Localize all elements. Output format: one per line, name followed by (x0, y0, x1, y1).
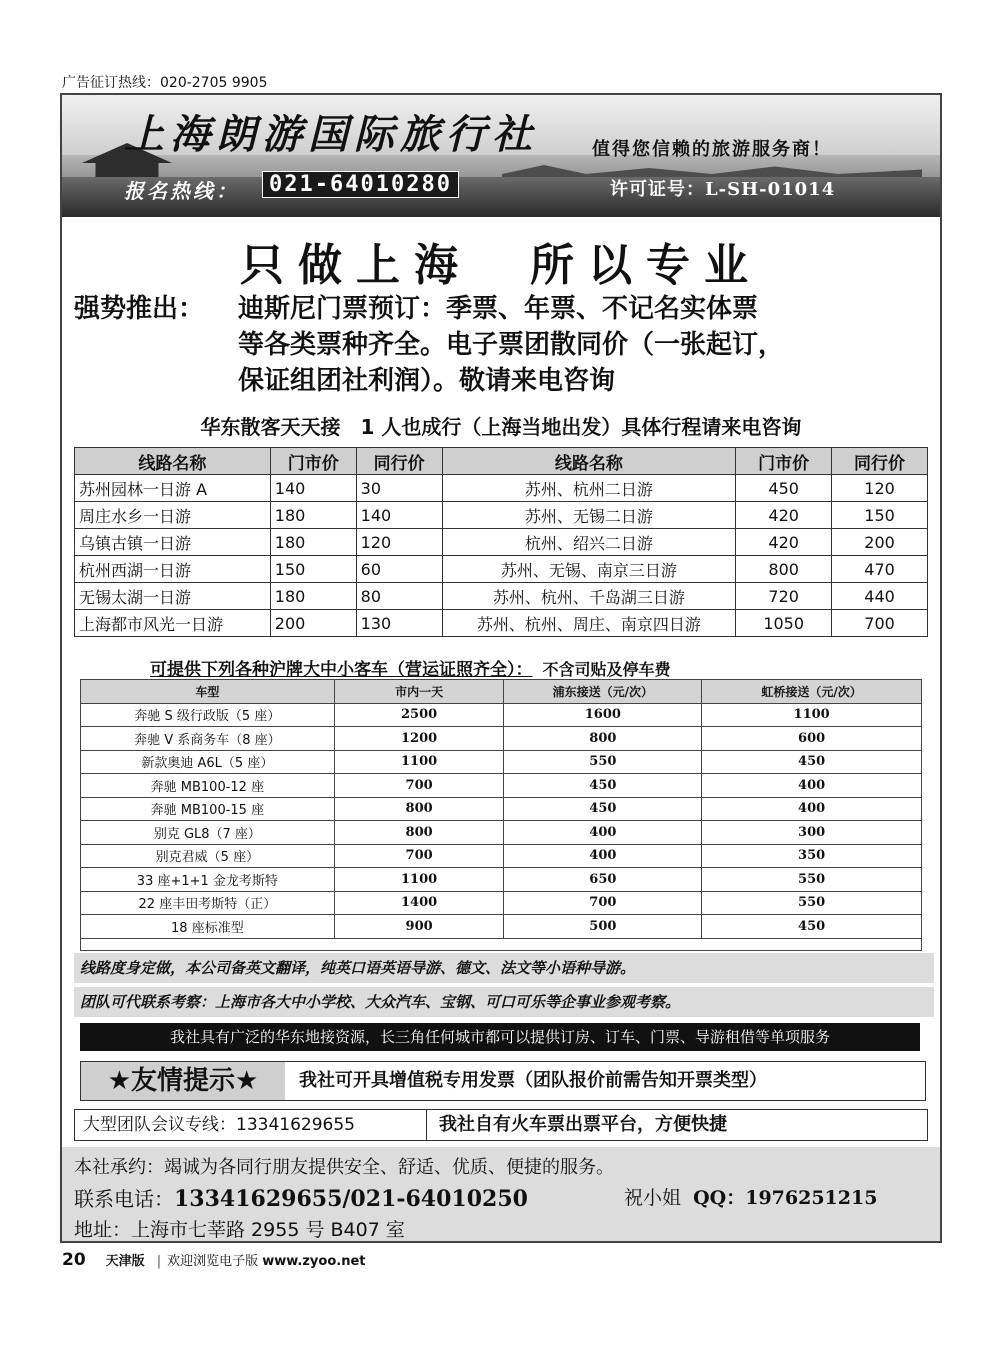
city-day-price: 700 (334, 844, 504, 868)
cars-title (150, 655, 671, 680)
table-row (81, 750, 922, 774)
route-name: 杭州、绍兴二日游 (442, 529, 736, 556)
resources-banner: 我社具有广泛的华东地接资源，长三角任何城市都可以提供订房、订车、门票、导游租借等单项服务 (80, 1023, 920, 1051)
retail-price: 800 (736, 556, 832, 583)
route-name: 苏州、杭州二日游 (442, 475, 736, 502)
table-row (81, 868, 922, 892)
pudong-price: 1600 (504, 703, 702, 727)
city-day-price: 1400 (334, 891, 504, 915)
city-day-price: 800 (334, 797, 504, 821)
address: 上海市七莘路 2955 号 B407 室 (131, 1219, 405, 1241)
cars-note: 不含司贴及停车费 (542, 660, 671, 679)
custom-route-note: 线路度身定做，本公司备英文翻译，纯英口语英语导游、德文、法文等小语种导游。 (74, 953, 934, 983)
qq-number: 1976251215 (745, 1187, 878, 1209)
header-car-model: 车型 (81, 680, 335, 704)
table-row (75, 556, 928, 583)
ad-hotline: 广告征订热线：020-2705 9905 (62, 75, 268, 91)
trade-price: 150 (832, 502, 928, 529)
city-day-price: 1100 (334, 868, 504, 892)
cars-header-row (81, 680, 922, 704)
pudong-price: 450 (504, 774, 702, 798)
contact-person-row (624, 1183, 877, 1210)
table-row (81, 797, 922, 821)
promo-label: 强势推出： (74, 294, 205, 324)
table-row (81, 727, 922, 751)
agency-name: 上海朗游国际旅行社 (124, 111, 538, 158)
table-row (81, 915, 922, 939)
city-day-price: 700 (334, 774, 504, 798)
footer-url: www.zyoo.net (262, 1254, 366, 1269)
pudong-price: 800 (504, 727, 702, 751)
hotline-label: 报名热线： (124, 179, 239, 203)
pudong-price: 550 (504, 750, 702, 774)
headline: 只做上海 所以专业 (240, 240, 762, 291)
route-name: 苏州、杭州、周庄、南京四日游 (442, 610, 736, 637)
retail-price: 420 (736, 502, 832, 529)
car-model: 奔驰 MB100-12 座 (81, 774, 335, 798)
trade-price: 80 (356, 583, 442, 610)
car-model: 奔驰 S 级行政版（5 座） (81, 703, 335, 727)
route-name: 乌镇古镇一日游 (75, 529, 271, 556)
table-row (81, 891, 922, 915)
pudong-price: 400 (504, 844, 702, 868)
retail-price: 140 (270, 475, 356, 502)
table-row (75, 529, 928, 556)
trade-price: 120 (356, 529, 442, 556)
city-day-price: 2500 (334, 703, 504, 727)
phone-label: 联系电话： (74, 1187, 174, 1211)
hongqiao-price: 450 (702, 750, 922, 774)
retail-price: 180 (270, 502, 356, 529)
car-model: 22 座丰田考斯特（正） (81, 891, 335, 915)
trade-price: 470 (832, 556, 928, 583)
city-day-price: 900 (334, 915, 504, 939)
trade-price: 140 (356, 502, 442, 529)
hongqiao-price: 400 (702, 797, 922, 821)
promo-line: 保证组团社利润）。敬请来电咨询 (238, 366, 616, 396)
page-footer (62, 1250, 366, 1270)
city-day-price: 800 (334, 821, 504, 845)
pudong-price: 500 (504, 915, 702, 939)
footer-divider: | (156, 1254, 162, 1269)
city-day-price: 1200 (334, 727, 504, 751)
route-name: 苏州园林一日游 A (75, 475, 271, 502)
table-row (75, 502, 928, 529)
page-number: 20 (62, 1250, 86, 1270)
header-pudong-transfer: 浦东接送（元/次） (504, 680, 702, 704)
slogan: 值得您信赖的旅游服务商！ (592, 139, 832, 160)
car-model: 奔驰 MB100-15 座 (81, 797, 335, 821)
car-model: 33 座+1+1 金龙考斯特 (81, 868, 335, 892)
meeting-box (74, 1109, 928, 1141)
trade-price: 120 (832, 475, 928, 502)
header-route-name: 线路名称 (442, 448, 736, 475)
meeting-line: 大型团队会议专线：13341629655 (75, 1110, 427, 1140)
header-hongqiao-transfer: 虹桥接送（元/次） (702, 680, 922, 704)
pudong-price: 700 (504, 891, 702, 915)
cars-title-text: 可提供下列各种沪牌大中小客车（营运证照齐全）： (150, 660, 533, 680)
hongqiao-price: 350 (702, 844, 922, 868)
header-trade-price: 同行价 (356, 448, 442, 475)
tip-text: 我社可开具增值税专用发票（团队报价前需告知开票类型） (299, 1070, 767, 1091)
trade-price: 60 (356, 556, 442, 583)
pudong-price: 650 (504, 868, 702, 892)
header-city-day: 市内一天 (334, 680, 504, 704)
retail-price: 150 (270, 556, 356, 583)
table-row (75, 610, 928, 637)
banner (62, 95, 940, 217)
hongqiao-price: 600 (702, 727, 922, 751)
car-model: 新款奥迪 A6L（5 座） (81, 750, 335, 774)
retail-price: 180 (270, 583, 356, 610)
edition-name: 天津版 (105, 1254, 145, 1269)
qq-label: QQ： (693, 1187, 746, 1209)
route-name: 苏州、杭州、千岛湖三日游 (442, 583, 736, 610)
footer-text: 欢迎浏览电子版 (167, 1254, 259, 1269)
phone-row (74, 1183, 878, 1212)
table-row (81, 703, 922, 727)
header-trade-price: 同行价 (832, 448, 928, 475)
table-row (75, 583, 928, 610)
group-visit-note: 团队可代联系考察：上海市各大中小学校、大众汽车、宝钢、可口可乐等企事业参观考察。 (74, 987, 934, 1017)
table-row (81, 774, 922, 798)
hongqiao-price: 550 (702, 891, 922, 915)
header-route-name: 线路名称 (75, 448, 271, 475)
train-ticket-note: 我社自有火车票出票平台，方便快捷 (439, 1114, 727, 1135)
header-retail-price: 门市价 (270, 448, 356, 475)
address-label: 地址： (74, 1219, 132, 1241)
trade-price: 130 (356, 610, 442, 637)
trade-price: 30 (356, 475, 442, 502)
ad-frame (60, 93, 942, 1243)
pudong-price: 450 (504, 797, 702, 821)
hongqiao-price: 550 (702, 868, 922, 892)
table-row (81, 844, 922, 868)
trade-price: 440 (832, 583, 928, 610)
hongqiao-price: 450 (702, 915, 922, 939)
table-row (81, 821, 922, 845)
car-model: 18 座标准型 (81, 915, 335, 939)
retail-price: 420 (736, 529, 832, 556)
address-row (74, 1215, 405, 1242)
hotline-number: 021-64010280 (262, 171, 459, 198)
routes-table (74, 447, 928, 637)
retail-price: 720 (736, 583, 832, 610)
promise-text: 本社承约：竭诚为各同行朋友提供安全、舒适、优质、便捷的服务。 (74, 1157, 614, 1178)
route-name: 无锡太湖一日游 (75, 583, 271, 610)
car-model: 别克 GL8（7 座） (81, 821, 335, 845)
routes-subhead: 华东散客天天接 1 人也成行（上海当地出发）具体行程请来电咨询 (200, 415, 802, 439)
hongqiao-price: 400 (702, 774, 922, 798)
city-day-price: 1100 (334, 750, 504, 774)
header-retail-price: 门市价 (736, 448, 832, 475)
route-name: 周庄水乡一日游 (75, 502, 271, 529)
trade-price: 700 (832, 610, 928, 637)
contact-person: 祝小姐 (624, 1187, 682, 1209)
pudong-price: 400 (504, 821, 702, 845)
routes-header-row (75, 448, 928, 475)
hongqiao-price: 300 (702, 821, 922, 845)
car-model: 奔驰 V 系商务车（8 座） (81, 727, 335, 751)
retail-price: 180 (270, 529, 356, 556)
tip-title: ★友情提示★ (81, 1062, 285, 1100)
promo-line: 迪斯尼门票预订：季票、年票、不记名实体票 (238, 294, 759, 324)
route-name: 杭州西湖一日游 (75, 556, 271, 583)
phone-number: 13341629655/021-64010250 (174, 1186, 528, 1212)
trade-price: 200 (832, 529, 928, 556)
contact-block (62, 1147, 940, 1243)
car-model: 别克君威（5 座） (81, 844, 335, 868)
friendly-tip (80, 1061, 926, 1101)
promo-line: 等各类票种齐全。电子票团散同价（一张起订， (238, 330, 785, 360)
retail-price: 450 (736, 475, 832, 502)
route-name: 苏州、无锡二日游 (442, 502, 736, 529)
license-number: 许可证号：L-SH-01014 (610, 179, 836, 200)
retail-price: 200 (270, 610, 356, 637)
cars-table-footer (80, 939, 922, 951)
route-name: 苏州、无锡、南京三日游 (442, 556, 736, 583)
route-name: 上海都市风光一日游 (75, 610, 271, 637)
table-row (75, 475, 928, 502)
retail-price: 1050 (736, 610, 832, 637)
hongqiao-price: 1100 (702, 703, 922, 727)
cars-table (80, 679, 922, 939)
